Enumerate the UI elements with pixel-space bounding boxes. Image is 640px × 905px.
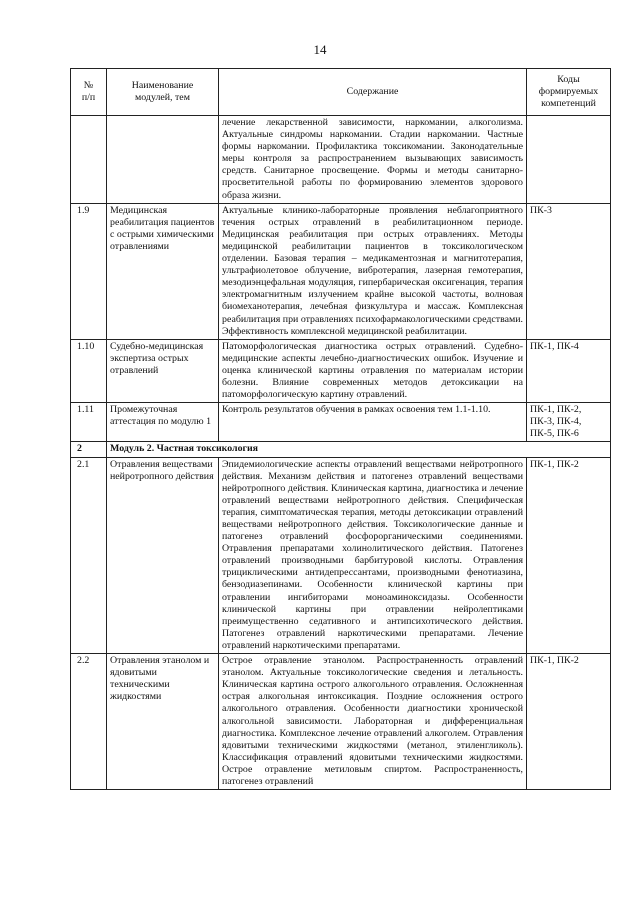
- row-name: Судебно-медицинская экспертиза острых отравлений: [107, 339, 219, 402]
- row-name: Медицинская реабилитация пациентов с острыми химическими отравлениями: [107, 203, 219, 339]
- module-title: Модуль 2. Частная токсикология: [107, 442, 611, 457]
- row-name: [107, 116, 219, 204]
- row-content: Острое отравление этанолом. Распространенность отравлений этанолом. Актуальные токсикологические сведения и летальность. Клиническая картина острого алкогольного отравления. Осложненная острая алкогольная интоксикация. Поздние осложнения острого алкогольного отравления. Особенности диагностики хронической алкогольной зависимости. Лабораторная и дифференциальная диагностика. Комплексное лечение отравлений алкоголем. Отравления ядовитыми техническими жидкостями (метанол, этиленгликоль). Классификация отравлений ядовитыми техническими жидкостями. Острое отравление метиловым спиртом. Распространенность, патогенез отравлений: [219, 654, 527, 790]
- row-codes: [527, 116, 611, 204]
- module-num: 2: [71, 442, 107, 457]
- row-name: Отравления этанолом и ядовитыми техническими жидкостями: [107, 654, 219, 790]
- row-name: Отравления веществами нейротропного действия: [107, 457, 219, 654]
- row-codes: ПК-1, ПК-2: [527, 457, 611, 654]
- header-name: Наименование модулей, тем: [107, 69, 219, 116]
- table-row: [71, 203, 611, 339]
- row-content: лечение лекарственной зависимости, наркомании, алкоголизма. Актуальные синдромы наркомании. Стадии наркомании. Частные формы наркомании. Профилактика токсикомании. Законодательные меры контроля за распространением вызывающих зависимость средств. Санитарное просвещение. Формы и методы санитарно-просветительной работы по формированию элементов здорового образа жизни.: [219, 116, 527, 204]
- row-codes: ПК-1, ПК-2: [527, 654, 611, 790]
- row-content: Контроль результатов обучения в рамках освоения тем 1.1-1.10.: [219, 403, 527, 442]
- header-codes: Коды формируемых компетенций: [527, 69, 611, 116]
- page-number: 14: [313, 42, 327, 57]
- header-content: Содержание: [219, 69, 527, 116]
- table-row: [71, 654, 611, 790]
- row-num: 2.1: [71, 457, 107, 654]
- row-content: Патоморфологическая диагностика острых отравлений. Судебно-медицинские аспекты лечебно-диагностических ошибок. Изучение и оценка клинической картины отравления по материалам истории болезни. Влияние современных методов детоксикации на патоморфологическую картину отравлений.: [219, 339, 527, 402]
- row-name: Промежуточная аттестация по модулю 1: [107, 403, 219, 442]
- table-row: [71, 403, 611, 442]
- module-row: [71, 442, 611, 457]
- row-codes: ПК-3: [527, 203, 611, 339]
- table-header-row: [71, 69, 611, 116]
- row-num: 2.2: [71, 654, 107, 790]
- row-num: 1.9: [71, 203, 107, 339]
- row-content: Актуальные клинико-лабораторные проявления неблагоприятного течения острых отравлений в реабилитационном периоде. Медицинская реабилитация при острых отравлениях. Методы медицинской реабилитации пациентов в токсикологическом отделении. Базовая терапия – медикаментозная и магнитотерапия, ультрафиолетовое облучение, вибротерапия, лазерная гемотерапия, мезодиэнцефальная модуляция, гипербарическая оксигенация, терапия электромагнитным излучением крайне высокой частоты, волновая биомеханотерапия, лечебная физкультура и массаж. Комплексная реабилитация при отравлениях психофармакологическими средствами. Эффективность комплексной медицинской реабилитации.: [219, 203, 527, 339]
- table-row: [71, 339, 611, 402]
- row-codes: ПК-1, ПК-2, ПК-3, ПК-4, ПК-5, ПК-6: [527, 403, 611, 442]
- row-codes: ПК-1, ПК-4: [527, 339, 611, 402]
- table-row: [71, 457, 611, 654]
- row-num: 1.10: [71, 339, 107, 402]
- table-row: [71, 116, 611, 204]
- curriculum-table: [70, 68, 611, 790]
- row-num: 1.11: [71, 403, 107, 442]
- row-num: [71, 116, 107, 204]
- header-num: № п/п: [71, 69, 107, 116]
- row-content: Эпидемиологические аспекты отравлений веществами нейротропного действия. Механизм действия и патогенез отравлений веществами нейротропного действия. Клиническая картина, диагностика и лечение отравлений веществами нейротропного действия. Специфическая терапия, симптоматическая терапия, методы детоксикации отравлений веществами нейротропного действия. Токсикологические данные и патогенез отравлений фосфорорганическими соединениями. Отравления препаратами холинолитического действия. Патогенез отравлений производными барбитуровой кислоты. Отравления трициклическими антидепрессантами, производными фенотиазина, бензодиазепинами. Особенности клинической картины при отравлении ингибиторами моноаминоксидазы. Особенности клинической картины при отравлении нейролептиками преимущественно седативного и антипсихотического действия. Патогенез отравлений наркотическими препаратами. Лечение отравлений наркотическими препаратами.: [219, 457, 527, 654]
